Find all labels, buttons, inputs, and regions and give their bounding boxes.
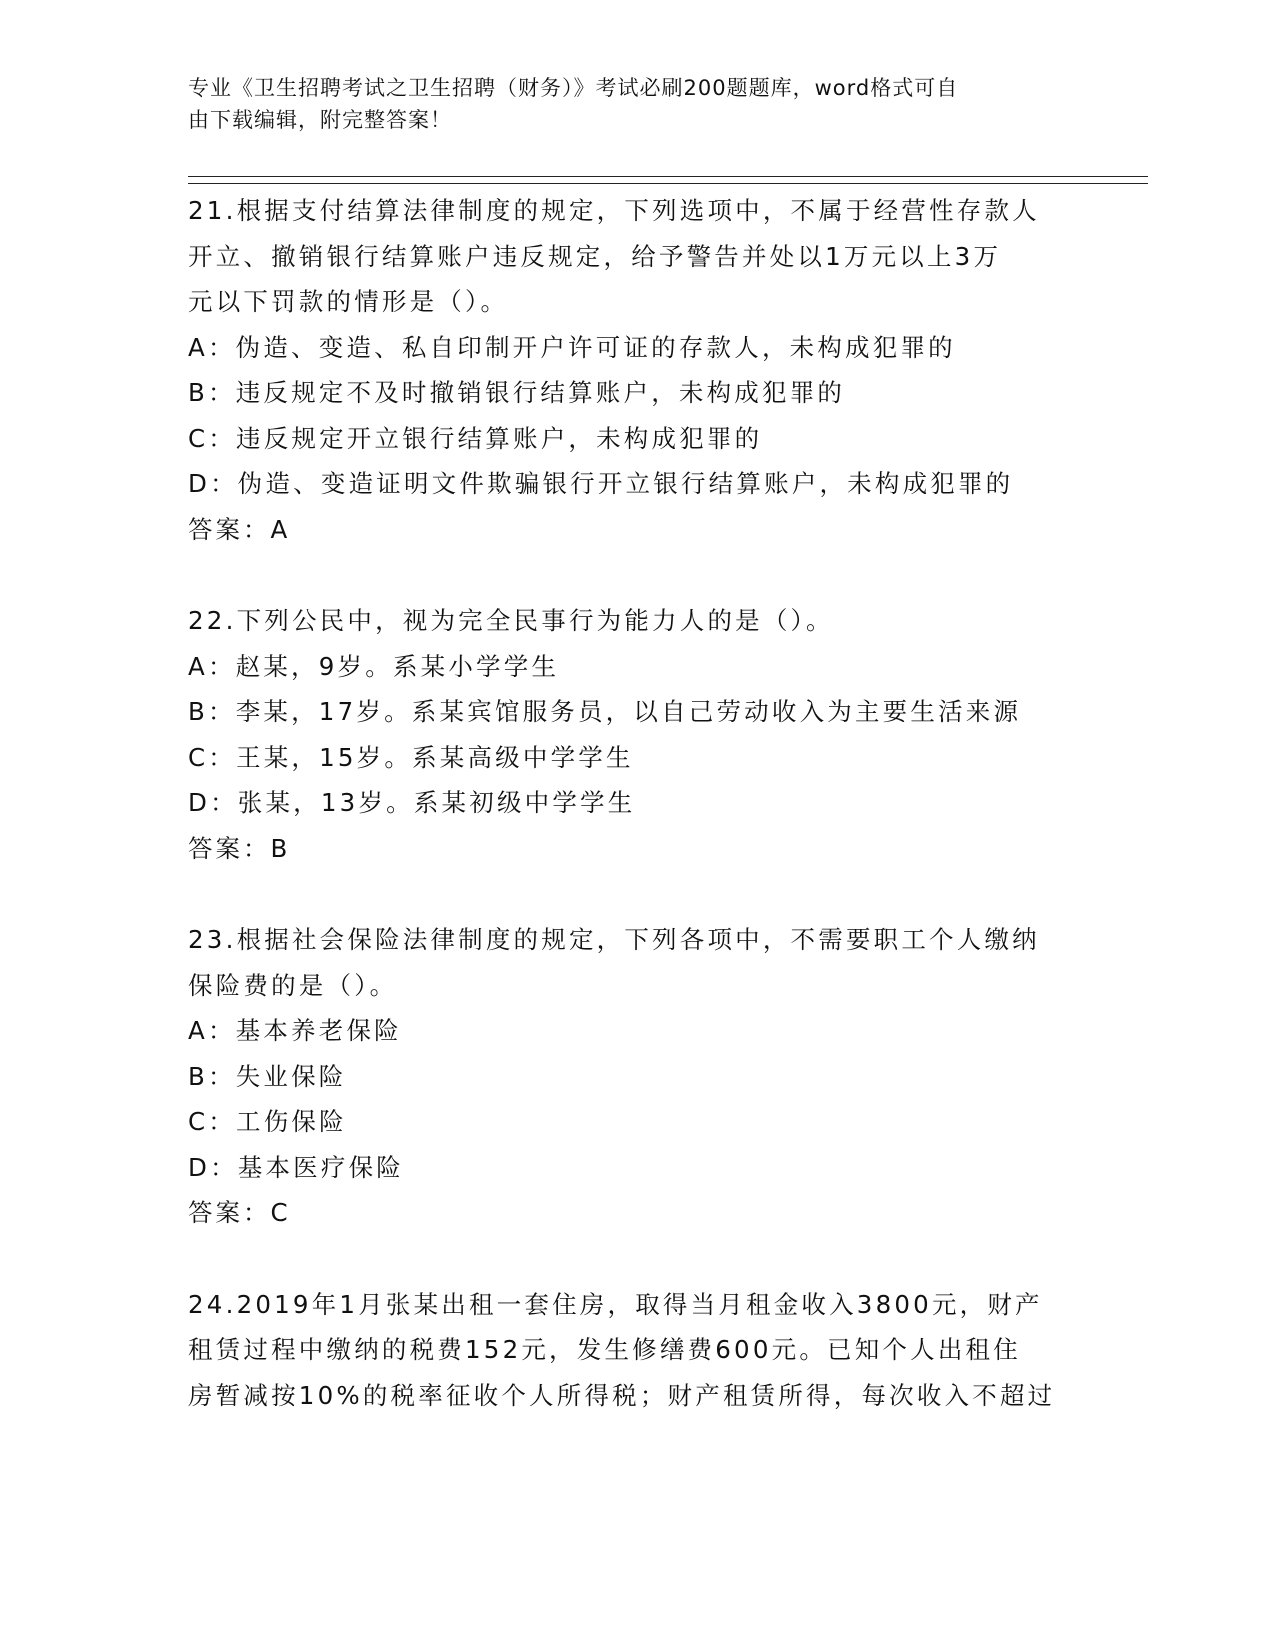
question-24 <box>188 1282 1088 1419</box>
question-stem-line: 租赁过程中缴纳的税费152元，发生修缮费600元。已知个人出租住 <box>188 1335 1021 1364</box>
question-stem-line: 24.2019年1月张某出租一套住房，取得当月租金收入3800元，财产 <box>188 1289 1043 1319</box>
answer-line: 答案：A <box>188 514 291 544</box>
option-d: D：张某，13岁。系某初级中学学生 <box>188 788 636 817</box>
header-line-2: 由下载编辑，附完整答案！ <box>188 108 452 132</box>
option-c: C：王某，15岁。系某高级中学学生 <box>188 742 634 772</box>
document-header <box>188 72 1088 136</box>
question-stem-line: 23.根据社会保险法律制度的规定，下列各项中，不需要职工个人缴纳 <box>188 925 1040 954</box>
header-divider-bottom <box>188 183 1148 184</box>
option-b: B：失业保险 <box>188 1061 347 1091</box>
question-list <box>188 188 1088 1464</box>
question-21 <box>188 188 1088 552</box>
question-stem-line: 元以下罚款的情形是（）。 <box>188 287 509 316</box>
option-d: D：伪造、变造证明文件欺骗银行开立银行结算账户，未构成犯罪的 <box>188 469 1014 498</box>
question-stem-line: 21.根据支付结算法律制度的规定，下列选项中，不属于经营性存款人 <box>188 196 1040 225</box>
question-23 <box>188 917 1088 1236</box>
option-d: D：基本医疗保险 <box>188 1152 404 1182</box>
question-stem-line: 22.下列公民中，视为完全民事行为能力人的是（）。 <box>188 606 834 635</box>
option-a: A：赵某，9岁。系某小学学生 <box>188 651 560 681</box>
question-stem-line: 开立、撤销银行结算账户违反规定，给予警告并处以1万元以上3万 <box>188 241 1002 271</box>
option-c: C：违反规定开立银行结算账户，未构成犯罪的 <box>188 423 763 453</box>
option-c: C：工伤保险 <box>188 1107 347 1136</box>
option-a: A：伪造、变造、私自印制开户许可证的存款人，未构成犯罪的 <box>188 332 956 362</box>
question-22 <box>188 598 1088 871</box>
answer-line: 答案：C <box>188 1198 291 1227</box>
question-stem-line: 保险费的是（）。 <box>188 970 398 1000</box>
question-stem-line: 房暂减按10%的税率征收个人所得税；财产租赁所得，每次收入不超过 <box>188 1380 1056 1410</box>
answer-line: 答案：B <box>188 833 291 863</box>
header-divider-top <box>188 176 1148 177</box>
option-a: A：基本养老保险 <box>188 1016 402 1045</box>
header-line-1: 专业《卫生招聘考试之卫生招聘（财务）》考试必刷200题题库，word格式可自 <box>188 76 959 100</box>
option-b: B：李某，17岁。系某宾馆服务员，以自己劳动收入为主要生活来源 <box>188 697 1022 726</box>
option-b: B：违反规定不及时撤销银行结算账户，未构成犯罪的 <box>188 378 846 407</box>
